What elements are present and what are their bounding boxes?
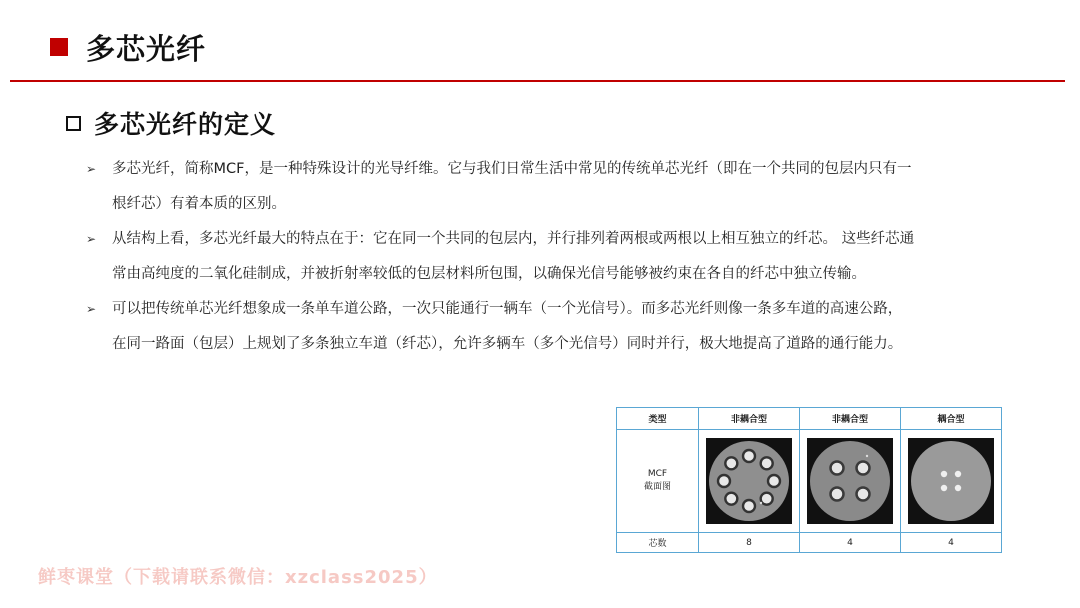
table-image-cell [699, 430, 800, 533]
bullet-list [86, 152, 986, 362]
table-image-cell [901, 430, 1002, 533]
fiber-core [768, 475, 780, 487]
page-title: 多芯光纤 [86, 32, 207, 66]
fiber-core [718, 475, 730, 487]
coupled-4-core-cross-section-image [908, 438, 994, 524]
table-header-cell: 非耦合型 [699, 408, 800, 430]
table-header-cell: 类型 [617, 408, 699, 430]
bullet-item [86, 292, 986, 362]
bullet-line: 多芯光纤，简称MCF，是一种特殊设计的光导纤维。它与我们日常生活中常见的传统单芯光纤（即在一个共同的包层内只有一 [112, 161, 912, 177]
fiber-core [761, 457, 773, 469]
bullet-line: 从结构上看，多芯光纤最大的特点在于：它在同一个共同的包层内，并行排列着两根或两根以上相互独立的纤芯。 这些纤芯通 [112, 231, 915, 247]
uncoupled-4-core-cross-section-image [807, 438, 893, 524]
fiber-core [743, 450, 755, 462]
table-header-row [617, 408, 1002, 430]
watermark-text: 鲜枣课堂（下载请联系微信：xzclass2025） [38, 567, 438, 588]
uncoupled-8-core-cross-section-image [706, 438, 792, 524]
table-row-label: 芯数 [617, 533, 699, 553]
bullet-item [86, 222, 986, 292]
table-header-cell: 耦合型 [901, 408, 1002, 430]
arrow-bullet-icon: ➢ [86, 302, 97, 316]
fiber-core [761, 493, 773, 505]
bullet-line: 根纤芯）有着本质的区别。 [112, 196, 286, 212]
bullet-line: 常由高纯度的二氧化硅制成，并被折射率较低的包层材料所包围，以确保光信号能够被约束在各自的纤芯中独立传输。 [112, 266, 866, 282]
bullet-line: 在同一路面（包层）上规划了多条独立车道（纤芯），允许多辆车（多个光信号）同时并行，极大地提高了道路的通行能力。 [112, 336, 903, 352]
section-title: 多芯光纤的定义 [94, 110, 277, 139]
section-bullet-square [66, 116, 81, 131]
fiber-core [725, 493, 737, 505]
title-marker [50, 38, 68, 56]
table-cell: 8 [699, 533, 800, 553]
arrow-bullet-icon: ➢ [86, 162, 97, 176]
table-row [617, 430, 1002, 533]
row-label-line: 截面图 [643, 482, 671, 492]
table-cell: 4 [901, 533, 1002, 553]
table-row [617, 533, 1002, 553]
table-row-label [617, 430, 699, 533]
bullet-item [86, 152, 986, 222]
title-divider [10, 80, 1065, 82]
bullet-line: 可以把传统单芯光纤想象成一条单车道公路，一次只能通行一辆车（一个光信号）。而多芯光纤则像一条多车道的高速公路， [112, 301, 903, 317]
arrow-bullet-icon: ➢ [86, 232, 97, 246]
fiber-core [725, 457, 737, 469]
table-header-cell: 非耦合型 [800, 408, 901, 430]
fiber-core [743, 500, 755, 512]
table-cell: 4 [800, 533, 901, 553]
mcf-comparison-table [616, 407, 1002, 553]
row-label-line: MCF [647, 469, 668, 479]
table-image-cell [800, 430, 901, 533]
